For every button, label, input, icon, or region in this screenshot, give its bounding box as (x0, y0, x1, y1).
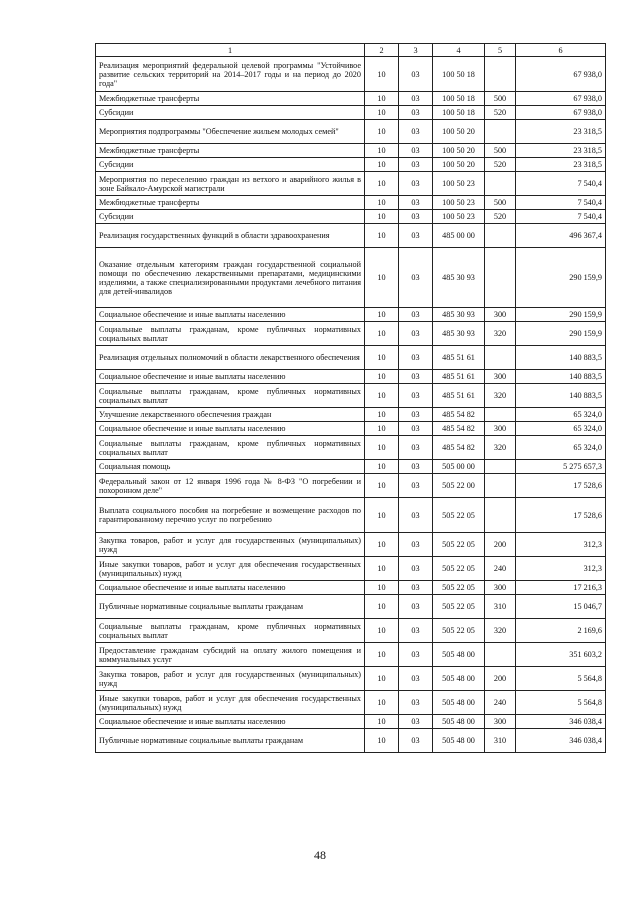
section-code-cell: 10 (365, 436, 399, 460)
subsection-code-cell: 03 (399, 498, 433, 533)
subsection-code-cell: 03 (399, 460, 433, 474)
row-name-cell: Закупка товаров, работ и услуг для государственных (муниципальных) нужд (96, 533, 365, 557)
amount-cell: 346 038,4 (516, 729, 606, 753)
table-row (96, 474, 606, 498)
amount-cell: 17 528,6 (516, 474, 606, 498)
amount-cell: 290 159,9 (516, 308, 606, 322)
subsection-code-cell: 03 (399, 224, 433, 248)
expense-type-cell (485, 57, 516, 92)
subsection-code-cell: 03 (399, 667, 433, 691)
section-code-cell: 10 (365, 210, 399, 224)
section-code-cell: 10 (365, 619, 399, 643)
section-code-cell: 10 (365, 460, 399, 474)
table-row (96, 120, 606, 144)
amount-cell: 312,3 (516, 533, 606, 557)
target-article-cell: 100 50 23 (433, 172, 485, 196)
expense-type-cell (485, 643, 516, 667)
amount-cell: 67 938,0 (516, 57, 606, 92)
subsection-code-cell: 03 (399, 158, 433, 172)
section-code-cell: 10 (365, 322, 399, 346)
table-row (96, 196, 606, 210)
row-name-cell: Закупка товаров, работ и услуг для государственных (муниципальных) нужд (96, 667, 365, 691)
amount-cell: 7 540,4 (516, 172, 606, 196)
section-code-cell: 10 (365, 346, 399, 370)
table-row (96, 729, 606, 753)
subsection-code-cell: 03 (399, 533, 433, 557)
subsection-code-cell: 03 (399, 384, 433, 408)
amount-cell: 65 324,0 (516, 436, 606, 460)
expense-type-cell: 200 (485, 533, 516, 557)
row-name-cell: Социальное обеспечение и иные выплаты населению (96, 581, 365, 595)
subsection-code-cell: 03 (399, 729, 433, 753)
expense-type-cell: 300 (485, 308, 516, 322)
subsection-code-cell: 03 (399, 436, 433, 460)
target-article-cell: 505 22 05 (433, 619, 485, 643)
page-number: 48 (314, 848, 326, 862)
target-article-cell: 505 48 00 (433, 643, 485, 667)
row-name-cell: Социальное обеспечение и иные выплаты населению (96, 422, 365, 436)
target-article-cell: 505 22 05 (433, 595, 485, 619)
expense-type-cell (485, 408, 516, 422)
target-article-cell: 505 22 05 (433, 557, 485, 581)
subsection-code-cell: 03 (399, 346, 433, 370)
row-name-cell: Улучшение лекарственного обеспечения граждан (96, 408, 365, 422)
row-name-cell: Социальные выплаты гражданам, кроме публичных нормативных социальных выплат (96, 619, 365, 643)
table-body (96, 57, 606, 753)
expense-type-cell: 500 (485, 92, 516, 106)
expense-type-cell: 240 (485, 691, 516, 715)
section-code-cell: 10 (365, 581, 399, 595)
expense-type-cell: 520 (485, 106, 516, 120)
row-name-cell: Социальная помощь (96, 460, 365, 474)
section-code-cell: 10 (365, 172, 399, 196)
expense-type-cell (485, 172, 516, 196)
subsection-code-cell: 03 (399, 557, 433, 581)
expense-type-cell: 300 (485, 422, 516, 436)
column-header-6: 6 (516, 44, 606, 57)
expense-type-cell: 310 (485, 729, 516, 753)
table-row (96, 619, 606, 643)
target-article-cell: 100 50 23 (433, 210, 485, 224)
target-article-cell: 505 48 00 (433, 729, 485, 753)
amount-cell: 346 038,4 (516, 715, 606, 729)
row-name-cell: Мероприятия подпрограммы "Обеспечение жильем молодых семей" (96, 120, 365, 144)
table-row (96, 643, 606, 667)
subsection-code-cell: 03 (399, 106, 433, 120)
subsection-code-cell: 03 (399, 581, 433, 595)
subsection-code-cell: 03 (399, 643, 433, 667)
column-header-5: 5 (485, 44, 516, 57)
amount-cell: 140 883,5 (516, 384, 606, 408)
amount-cell: 5 564,8 (516, 667, 606, 691)
table-row (96, 533, 606, 557)
table-row (96, 248, 606, 308)
amount-cell: 65 324,0 (516, 422, 606, 436)
expense-type-cell (485, 346, 516, 370)
subsection-code-cell: 03 (399, 691, 433, 715)
row-name-cell: Реализация государственных функций в области здравоохранения (96, 224, 365, 248)
target-article-cell: 100 50 18 (433, 106, 485, 120)
amount-cell: 67 938,0 (516, 106, 606, 120)
column-header-3: 3 (399, 44, 433, 57)
subsection-code-cell: 03 (399, 172, 433, 196)
row-name-cell: Реализация отдельных полномочий в области лекарственного обеспечения (96, 346, 365, 370)
subsection-code-cell: 03 (399, 92, 433, 106)
target-article-cell: 505 48 00 (433, 691, 485, 715)
expense-type-cell: 300 (485, 715, 516, 729)
target-article-cell: 505 22 00 (433, 474, 485, 498)
target-article-cell: 505 22 05 (433, 498, 485, 533)
row-name-cell: Социальное обеспечение и иные выплаты населению (96, 715, 365, 729)
section-code-cell: 10 (365, 196, 399, 210)
section-code-cell: 10 (365, 667, 399, 691)
subsection-code-cell: 03 (399, 715, 433, 729)
subsection-code-cell: 03 (399, 619, 433, 643)
row-name-cell: Иные закупки товаров, работ и услуг для обеспечения государственных (муниципальных) нужд (96, 557, 365, 581)
row-name-cell: Оказание отдельным категориям граждан государственной социальной помощи по обеспечению лекарственными препаратами, медицинскими изделиями, а также специализированными продуктами лечебного питания для детей-инвалидов (96, 248, 365, 308)
section-code-cell: 10 (365, 106, 399, 120)
subsection-code-cell: 03 (399, 408, 433, 422)
table-row (96, 144, 606, 158)
table-row (96, 57, 606, 92)
expense-type-cell: 300 (485, 581, 516, 595)
table-row (96, 595, 606, 619)
section-code-cell: 10 (365, 370, 399, 384)
table-row (96, 436, 606, 460)
row-name-cell: Межбюджетные трансферты (96, 144, 365, 158)
table-row (96, 691, 606, 715)
section-code-cell: 10 (365, 408, 399, 422)
expense-type-cell: 520 (485, 210, 516, 224)
column-header-1: 1 (96, 44, 365, 57)
expense-type-cell (485, 498, 516, 533)
subsection-code-cell: 03 (399, 308, 433, 322)
amount-cell: 2 169,6 (516, 619, 606, 643)
row-name-cell: Федеральный закон от 12 января 1996 года № 8-ФЗ "О погребении и похоронном деле" (96, 474, 365, 498)
section-code-cell: 10 (365, 57, 399, 92)
target-article-cell: 100 50 20 (433, 120, 485, 144)
row-name-cell: Предоставление гражданам субсидий на оплату жилого помещения и коммунальных услуг (96, 643, 365, 667)
table-row (96, 106, 606, 120)
subsection-code-cell: 03 (399, 474, 433, 498)
amount-cell: 5 564,8 (516, 691, 606, 715)
target-article-cell: 505 48 00 (433, 715, 485, 729)
expense-type-cell (485, 224, 516, 248)
section-code-cell: 10 (365, 384, 399, 408)
target-article-cell: 505 48 00 (433, 667, 485, 691)
target-article-cell: 505 00 00 (433, 460, 485, 474)
table-row (96, 557, 606, 581)
row-name-cell: Мероприятия по переселению граждан из ветхого и аварийного жилья в зоне Байкало-Амурской магистрали (96, 172, 365, 196)
row-name-cell: Социальные выплаты гражданам, кроме публичных нормативных социальных выплат (96, 384, 365, 408)
target-article-cell: 485 51 61 (433, 346, 485, 370)
subsection-code-cell: 03 (399, 248, 433, 308)
expense-type-cell (485, 460, 516, 474)
row-name-cell: Выплата социального пособия на погребение и возмещение расходов по гарантированному перечню услуг по погребению (96, 498, 365, 533)
table-row (96, 346, 606, 370)
amount-cell: 351 603,2 (516, 643, 606, 667)
table-row (96, 224, 606, 248)
section-code-cell: 10 (365, 498, 399, 533)
amount-cell: 312,3 (516, 557, 606, 581)
subsection-code-cell: 03 (399, 210, 433, 224)
target-article-cell: 100 50 23 (433, 196, 485, 210)
amount-cell: 23 318,5 (516, 120, 606, 144)
row-name-cell: Социальные выплаты гражданам, кроме публичных нормативных социальных выплат (96, 322, 365, 346)
subsection-code-cell: 03 (399, 595, 433, 619)
target-article-cell: 485 54 82 (433, 408, 485, 422)
target-article-cell: 100 50 18 (433, 92, 485, 106)
amount-cell: 140 883,5 (516, 346, 606, 370)
budget-table (95, 43, 606, 753)
row-name-cell: Межбюджетные трансферты (96, 92, 365, 106)
subsection-code-cell: 03 (399, 370, 433, 384)
expense-type-cell: 500 (485, 144, 516, 158)
amount-cell: 17 528,6 (516, 498, 606, 533)
expense-type-cell: 310 (485, 595, 516, 619)
expense-type-cell: 320 (485, 436, 516, 460)
section-code-cell: 10 (365, 474, 399, 498)
table-row (96, 422, 606, 436)
section-code-cell: 10 (365, 691, 399, 715)
amount-cell: 290 159,9 (516, 248, 606, 308)
table-row (96, 498, 606, 533)
table-row (96, 715, 606, 729)
section-code-cell: 10 (365, 729, 399, 753)
table-row (96, 158, 606, 172)
row-name-cell: Субсидии (96, 158, 365, 172)
column-header-4: 4 (433, 44, 485, 57)
row-name-cell: Межбюджетные трансферты (96, 196, 365, 210)
target-article-cell: 485 51 61 (433, 384, 485, 408)
row-name-cell: Социальное обеспечение и иные выплаты населению (96, 370, 365, 384)
section-code-cell: 10 (365, 158, 399, 172)
row-name-cell: Иные закупки товаров, работ и услуг для обеспечения государственных (муниципальных) нужд (96, 691, 365, 715)
expense-type-cell: 320 (485, 384, 516, 408)
amount-cell: 65 324,0 (516, 408, 606, 422)
target-article-cell: 100 50 20 (433, 158, 485, 172)
subsection-code-cell: 03 (399, 57, 433, 92)
table-row (96, 210, 606, 224)
column-header-2: 2 (365, 44, 399, 57)
subsection-code-cell: 03 (399, 196, 433, 210)
row-name-cell: Реализация мероприятий федеральной целевой программы "Устойчивое развитие сельских территорий на 2014–2017 годы и на период до 2020 года" (96, 57, 365, 92)
expense-type-cell: 320 (485, 322, 516, 346)
row-name-cell: Субсидии (96, 210, 365, 224)
target-article-cell: 100 50 18 (433, 57, 485, 92)
amount-cell: 23 318,5 (516, 144, 606, 158)
expense-type-cell: 500 (485, 196, 516, 210)
section-code-cell: 10 (365, 144, 399, 158)
section-code-cell: 10 (365, 120, 399, 144)
section-code-cell: 10 (365, 533, 399, 557)
row-name-cell: Социальное обеспечение и иные выплаты населению (96, 308, 365, 322)
target-article-cell: 485 30 93 (433, 308, 485, 322)
amount-cell: 15 046,7 (516, 595, 606, 619)
target-article-cell: 485 51 61 (433, 370, 485, 384)
target-article-cell: 485 00 00 (433, 224, 485, 248)
expense-type-cell: 200 (485, 667, 516, 691)
expense-type-cell (485, 474, 516, 498)
section-code-cell: 10 (365, 557, 399, 581)
target-article-cell: 505 22 05 (433, 533, 485, 557)
section-code-cell: 10 (365, 308, 399, 322)
section-code-cell: 10 (365, 224, 399, 248)
target-article-cell: 485 54 82 (433, 436, 485, 460)
subsection-code-cell: 03 (399, 144, 433, 158)
amount-cell: 5 275 657,3 (516, 460, 606, 474)
row-name-cell: Публичные нормативные социальные выплаты гражданам (96, 595, 365, 619)
row-name-cell: Субсидии (96, 106, 365, 120)
target-article-cell: 485 30 93 (433, 248, 485, 308)
amount-cell: 290 159,9 (516, 322, 606, 346)
amount-cell: 67 938,0 (516, 92, 606, 106)
amount-cell: 496 367,4 (516, 224, 606, 248)
subsection-code-cell: 03 (399, 422, 433, 436)
section-code-cell: 10 (365, 643, 399, 667)
section-code-cell: 10 (365, 248, 399, 308)
subsection-code-cell: 03 (399, 322, 433, 346)
table-row (96, 370, 606, 384)
target-article-cell: 100 50 20 (433, 144, 485, 158)
expense-type-cell: 520 (485, 158, 516, 172)
row-name-cell: Публичные нормативные социальные выплаты гражданам (96, 729, 365, 753)
table-row (96, 322, 606, 346)
amount-cell: 17 216,3 (516, 581, 606, 595)
expense-type-cell: 320 (485, 619, 516, 643)
target-article-cell: 485 54 82 (433, 422, 485, 436)
table-row (96, 384, 606, 408)
table-row (96, 172, 606, 196)
section-code-cell: 10 (365, 715, 399, 729)
table-row (96, 92, 606, 106)
amount-cell: 7 540,4 (516, 196, 606, 210)
subsection-code-cell: 03 (399, 120, 433, 144)
amount-cell: 140 883,5 (516, 370, 606, 384)
amount-cell: 7 540,4 (516, 210, 606, 224)
header-row (96, 44, 606, 57)
table-row (96, 667, 606, 691)
target-article-cell: 485 30 93 (433, 322, 485, 346)
table-row (96, 308, 606, 322)
section-code-cell: 10 (365, 422, 399, 436)
row-name-cell: Социальные выплаты гражданам, кроме публичных нормативных социальных выплат (96, 436, 365, 460)
section-code-cell: 10 (365, 595, 399, 619)
amount-cell: 23 318,5 (516, 158, 606, 172)
expense-type-cell (485, 248, 516, 308)
expense-type-cell (485, 120, 516, 144)
target-article-cell: 505 22 05 (433, 581, 485, 595)
table-row (96, 581, 606, 595)
section-code-cell: 10 (365, 92, 399, 106)
table-row (96, 408, 606, 422)
table-row (96, 460, 606, 474)
expense-type-cell: 300 (485, 370, 516, 384)
expense-type-cell: 240 (485, 557, 516, 581)
